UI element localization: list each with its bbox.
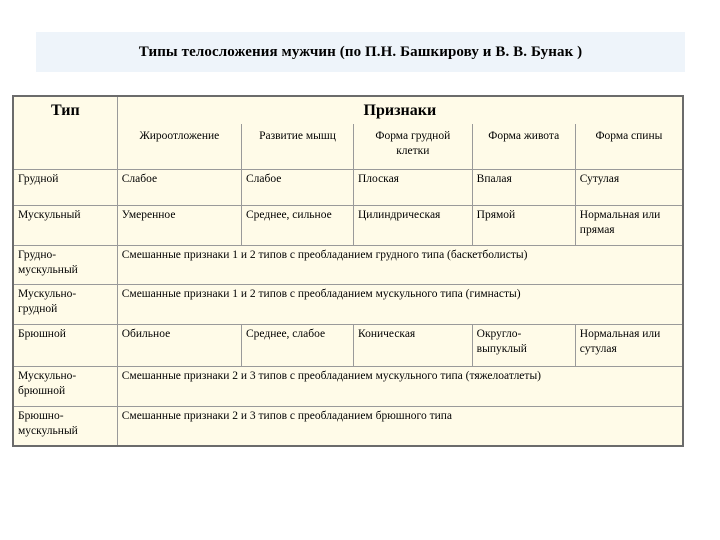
subheader-chest: Форма грудной клетки xyxy=(353,124,472,169)
table-cell: Плоская xyxy=(353,169,472,205)
header-type: Тип xyxy=(13,96,117,169)
table-cell: Слабое xyxy=(241,169,353,205)
table-row xyxy=(13,245,683,284)
row-type: Брюшной xyxy=(13,324,117,366)
body-types-table xyxy=(12,95,684,447)
table-cell: Округло-выпуклый xyxy=(472,324,575,366)
table-header-row xyxy=(13,96,683,124)
merged-cell: Смешанные признаки 1 и 2 типов с преобладанием грудного типа (баскетболисты) xyxy=(117,245,683,284)
subheader-belly: Форма живота xyxy=(472,124,575,169)
table-cell: Сутулая xyxy=(575,169,683,205)
table-cell: Впалая xyxy=(472,169,575,205)
table-row xyxy=(13,205,683,245)
row-type: Мускульно-брюшной xyxy=(13,366,117,406)
page-title: Типы телосложения мужчин (по П.Н. Башкирову и В. В. Бунак ) xyxy=(138,43,583,60)
row-type: Грудно-мускульный xyxy=(13,245,117,284)
row-type: Брюшно-мускульный xyxy=(13,406,117,446)
title-banner xyxy=(36,32,685,72)
merged-cell: Смешанные признаки 1 и 2 типов с преобладанием мускульного типа (гимнасты) xyxy=(117,284,683,324)
table-cell: Среднее, слабое xyxy=(241,324,353,366)
table-cell: Цилиндрическая xyxy=(353,205,472,245)
table-row xyxy=(13,169,683,205)
table-row xyxy=(13,284,683,324)
table-cell: Нормальная или сутулая xyxy=(575,324,683,366)
table-row xyxy=(13,366,683,406)
subheader-fat: Жироотложение xyxy=(117,124,241,169)
table-cell: Прямой xyxy=(472,205,575,245)
row-type: Мускульный xyxy=(13,205,117,245)
table-cell: Обильное xyxy=(117,324,241,366)
row-type: Грудной xyxy=(13,169,117,205)
subheader-back: Форма спины xyxy=(575,124,683,169)
merged-cell: Смешанные признаки 2 и 3 типов с преобладанием мускульного типа (тяжелоатлеты) xyxy=(117,366,683,406)
row-type: Мускульно-грудной xyxy=(13,284,117,324)
header-signs: Признаки xyxy=(117,96,683,124)
table-cell: Умеренное xyxy=(117,205,241,245)
table-cell: Нормальная или прямая xyxy=(575,205,683,245)
table-cell: Коническая xyxy=(353,324,472,366)
subheader-muscles: Развитие мышц xyxy=(241,124,353,169)
table-cell: Среднее, сильное xyxy=(241,205,353,245)
table-cell: Слабое xyxy=(117,169,241,205)
merged-cell: Смешанные признаки 2 и 3 типов с преобладанием брюшного типа xyxy=(117,406,683,446)
table-row xyxy=(13,406,683,446)
table-row xyxy=(13,324,683,366)
